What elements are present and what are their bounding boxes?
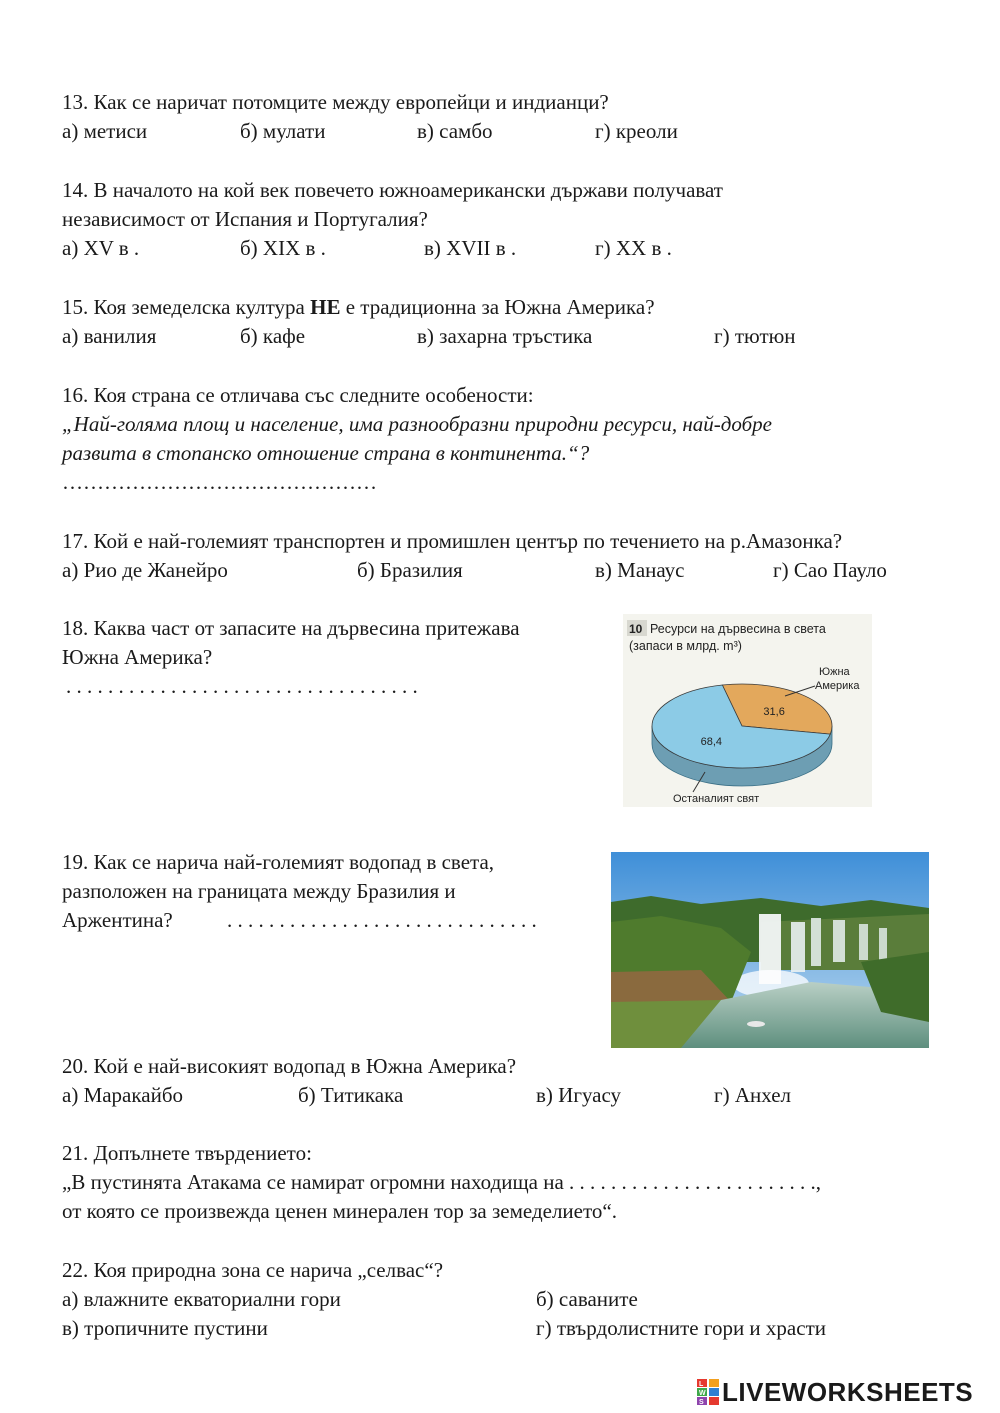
pie-group — [652, 684, 832, 786]
option-d[interactable]: г) твърдолистните гори и храсти — [536, 1316, 826, 1340]
option-c[interactable]: в) XVII в . — [424, 236, 517, 260]
option-b[interactable]: б) саваните — [536, 1287, 638, 1311]
question-14-options — [62, 234, 962, 263]
question-16-quote-line2: развита в стопанско отношение страна в континента.“? — [62, 441, 590, 465]
option-b[interactable]: б) кафе — [240, 324, 306, 348]
question-21-line1 — [62, 1168, 962, 1197]
waterfall-illustration — [611, 852, 929, 1048]
question-15-options — [62, 322, 962, 351]
option-c[interactable]: в) Игуасу — [536, 1083, 622, 1107]
liveworksheets-logo-icon — [697, 1379, 719, 1405]
question-13-text: 13. Как се наричат потомците между европейци и индианци? — [62, 90, 609, 114]
question-20-text: 20. Кой е най-високият водопад в Южна Америка? — [62, 1054, 517, 1078]
question-15-text — [62, 293, 962, 322]
question-19-answer-field[interactable]: . . . . . . . . . . . . . . . . . . . . . . . . . . . . . . — [227, 908, 537, 932]
question-21-line2: от която се произвежда ценен минерален тор за земеделието“. — [62, 1199, 617, 1223]
legend-rest-of-world: Останалият свят — [673, 793, 760, 805]
logo-letter-2: W — [699, 1390, 706, 1397]
question-19-line1: 19. Как се нарича най-големият водопад в света, — [62, 850, 495, 874]
question-19 — [62, 848, 602, 935]
option-d[interactable]: г) тютюн — [714, 324, 796, 348]
figure-number: 10 — [629, 622, 643, 636]
option-c[interactable]: в) Манаус — [595, 558, 685, 582]
question-22-options-row2 — [62, 1314, 962, 1343]
option-d[interactable]: г) Анхел — [714, 1083, 792, 1107]
question-14-line2: независимост от Испания и Португалия? — [62, 207, 428, 231]
question-20-options — [62, 1081, 962, 1110]
question-16-text: 16. Коя страна се отличава със следните особености: — [62, 383, 534, 407]
question-13 — [62, 88, 942, 146]
option-a[interactable]: а) ванилия — [62, 324, 157, 348]
question-17-text: 17. Кой е най-големият транспортен и промишлен център по течението на р.Амазонка? — [62, 529, 843, 553]
option-b[interactable]: б) XIX в . — [240, 236, 326, 260]
question-21-line1-text: „В пустинята Атакама се намират огромни находища на — [62, 1170, 570, 1194]
question-16 — [62, 381, 962, 497]
legend-south-america-line1: Южна — [819, 666, 850, 678]
question-22 — [62, 1256, 962, 1343]
option-a[interactable]: а) метиси — [62, 119, 148, 143]
legend-south-america-line2: Америка — [815, 680, 860, 692]
option-d[interactable]: г) Сао Пауло — [773, 558, 887, 582]
option-c[interactable]: в) самбо — [417, 119, 493, 143]
waterfall-photo — [611, 852, 929, 1048]
chart-subtitle: (запаси в млрд. m³) — [629, 639, 742, 653]
question-18-line1: 18. Каква част от запасите на дървесина притежава — [62, 616, 520, 640]
question-18 — [62, 614, 602, 701]
option-a[interactable]: а) XV в . — [62, 236, 140, 260]
option-a[interactable]: а) влажните екваториални гори — [62, 1287, 341, 1311]
question-15-text-post: е традиционна за Южна Америка? — [340, 295, 655, 319]
question-17-options — [62, 556, 962, 585]
question-21 — [62, 1139, 962, 1226]
option-a[interactable]: а) Рио де Жанейро — [62, 558, 228, 582]
question-22-options-row1 — [62, 1285, 962, 1314]
pie-value-label-rest-of-world: 68,4 — [700, 736, 723, 749]
option-c[interactable]: в) тропичните пустини — [62, 1316, 268, 1340]
question-19-line2: разположен на границата между Бразилия и — [62, 879, 456, 903]
option-d[interactable]: г) креоли — [595, 119, 678, 143]
question-15-emphasis: НЕ — [310, 295, 341, 319]
logo-letter-3: S — [699, 1399, 704, 1405]
chart-title: Ресурси на дървесина в света — [650, 622, 826, 636]
logo-letter-1: L — [699, 1381, 704, 1388]
option-b[interactable]: б) Бразилия — [357, 558, 463, 582]
liveworksheets-brand[interactable]: LIVEWORKSHEETS — [722, 1376, 974, 1407]
question-21-text: 21. Допълнете твърдението: — [62, 1141, 312, 1165]
option-b[interactable]: б) мулати — [240, 119, 326, 143]
question-15 — [62, 293, 962, 351]
pie-chart-svg — [623, 614, 872, 807]
question-18-line2: Южна Америка? — [62, 645, 213, 669]
question-15-text-pre: 15. Коя земеделска култура — [62, 295, 311, 319]
question-14 — [62, 176, 962, 263]
question-19-line3-text: Аржентина? — [62, 908, 173, 932]
question-19-line3 — [62, 906, 602, 935]
wood-resources-chart — [623, 614, 872, 807]
pie-value-label-south-america: 31,6 — [763, 705, 785, 718]
question-13-options — [62, 117, 942, 146]
question-20 — [62, 1052, 962, 1110]
question-16-quote-line1: „Най-голяма площ и население, има разнообразни природни ресурси, най-добре — [62, 412, 772, 436]
option-c[interactable]: в) захарна тръстика — [417, 324, 593, 348]
question-16-answer-field[interactable]: ……………………………………… — [62, 470, 377, 494]
question-21-answer-field[interactable]: . . . . . . . . . . . . . . . . . . . . . . . ., — [569, 1170, 822, 1194]
option-d[interactable]: г) XX в . — [595, 236, 672, 260]
option-a[interactable]: а) Маракайбо — [62, 1083, 184, 1107]
question-22-text: 22. Коя природна зона се нарича „селвас“? — [62, 1258, 444, 1282]
question-17 — [62, 527, 962, 585]
question-14-line1: 14. В началото на кой век повечето южноамерикански държави получават — [62, 178, 723, 202]
option-b[interactable]: б) Титикака — [298, 1083, 404, 1107]
liveworksheets-logo — [697, 1378, 973, 1406]
question-18-answer-field[interactable]: . . . . . . . . . . . . . . . . . . . . . . . . . . . . . . . . . . — [66, 674, 418, 698]
